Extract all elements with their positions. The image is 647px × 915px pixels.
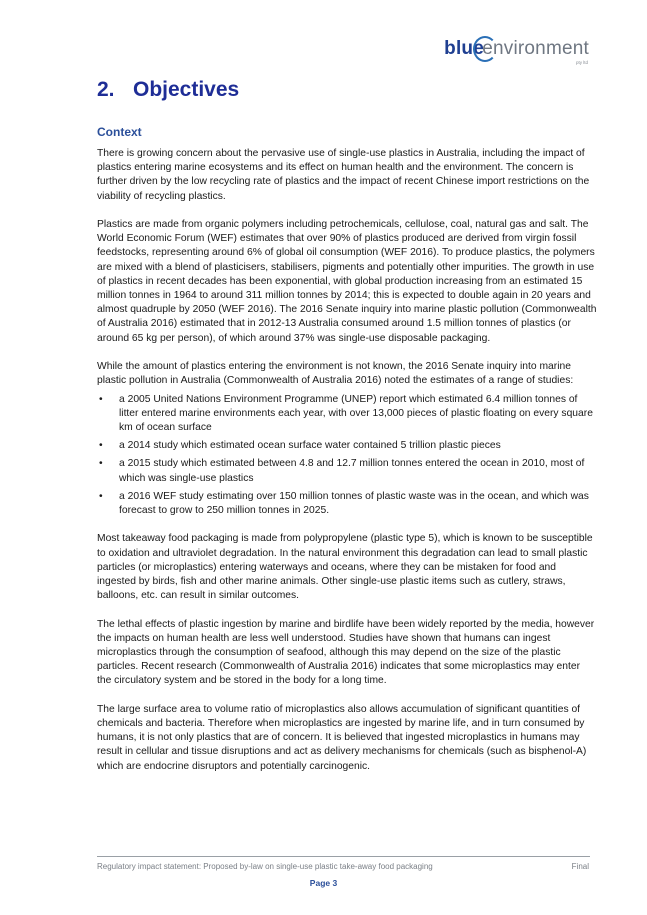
list-item-text: a 2015 study which estimated between 4.8 and 12.7 million tonnes entered the ocean in 2010, most of which was single-use plastics [119, 458, 585, 484]
list-item [97, 457, 597, 485]
bullet-icon: • [99, 440, 103, 452]
section-title: Objectives [133, 78, 240, 101]
list-item [97, 393, 597, 436]
logo-environment-text: environment [482, 38, 589, 59]
footer-status: Final [571, 862, 589, 871]
paragraph: There is growing concern about the pervasive use of single-use plastics in Australia, including the impact of plastics entering marine ecosystems and its effect on human health and the environment. The concern is further driven by the low recycling rate of plastics and the impact of recent Chinese import restrictions on the viability of recycling plastics. [97, 148, 590, 202]
section-heading [97, 78, 239, 102]
list-item-text: a 2016 WEF study estimating over 150 million tonnes of plastic waste was in the ocean, and which was forecast to grow to 250 million tonnes in 2025. [119, 490, 589, 517]
body-content [97, 147, 597, 788]
logo-blue-text: blue [444, 38, 484, 59]
paragraph: Plastics are made from organic polymers including petrochemicals, cellulose, coal, natural gas and salt. The World Economic Forum (WEF) estimates that over 90% of plastics produced are derived from virgin fossil feedstocks, representing around 6% of global oil consumption (WEF 2016). To produce plastics, the polymers are mixed with a blend of plasticisers, stabilisers, pigments and potentially other impurities. The growth in use of plastics in recent decades has been exponential, with global production increasing from an estimated 15 million tonnes in 1964 to around 311 million tonnes by 2014; this is expected to double again in 20 years and almost quadruple by 2050 (WEF 2016). The 2016 Senate inquiry into marine plastic pollution (Commonwealth of Australia 2016) estimated that in 2012-13 Australia consumed around 1.5 million tonnes of plastics (or around 65 kg per person), of which around 37% was single-use disposable packaging. [97, 219, 597, 344]
list-item [97, 490, 597, 518]
footer-document-title: Regulatory impact statement: Proposed by-law on single-use plastic take-away food packaging [97, 862, 433, 871]
list-item-text: a 2014 study which estimated ocean surface water contained 5 trillion plastic pieces [119, 440, 501, 452]
logo-pty-text: pty ltd [575, 60, 588, 65]
section-number: 2. [97, 78, 115, 101]
bullet-icon: • [99, 393, 103, 405]
page-number: Page 3 [309, 878, 338, 888]
studies-list [97, 393, 597, 519]
footer-divider [97, 856, 590, 857]
paragraph: The lethal effects of plastic ingestion by marine and birdlife have been widely reported by the media, however the impacts on human health are less well understood. Studies have shown that humans can ingest microplastics through the consumption of seafood, although this may depend on the size of the plastic particles. Recent research (Commonwealth of Australia 2016) indicates that some microplastics may enter the circulatory system and be stored in the body for a long time. [97, 618, 595, 687]
list-item [97, 439, 597, 453]
subsection-heading: Context [97, 125, 142, 139]
list-item-text: a 2005 United Nations Environment Programme (UNEP) report which estimated 6.4 million tonnes of litter entered marine environments each year, with over 13,000 pieces of plastic floating on every square km of ocean surface [119, 393, 593, 434]
bullet-icon: • [99, 490, 103, 502]
paragraph: The large surface area to volume ratio of microplastics also allows accumulation of significant quantities of chemicals and bacteria. Therefore when microplastics are ingested by marine life, and in turn consumed by humans, it is not only plastics that are of concern. It is believed that ingested microplastics in humans may result in cellular and tissue disruptions and act as delivery mechanisms for chemicals (such as bisphenol-A) which are endocrine disruptors and potentially carcinogenic. [97, 703, 587, 772]
bullet-icon: • [99, 458, 103, 470]
paragraph: While the amount of plastics entering the environment is not known, the 2016 Senate inquiry into marine plastic pollution in Australia (Commonwealth of Australia 2016) noted the estimates of a range of studies: [97, 361, 574, 387]
company-logo [429, 36, 589, 64]
paragraph: Most takeaway food packaging is made from polypropylene (plastic type 5), which is known to be susceptible to oxidation and ultraviolet degradation. In the natural environment this degradation can lead to small plastic particles (or microplastics) entering waterways and oceans, where they can be mistaken for food and ingested by birds, fish and other marine animals. Other single-use plastic items such as cutlery, straws, balloons, etc. can result in similar outcomes. [97, 533, 593, 602]
